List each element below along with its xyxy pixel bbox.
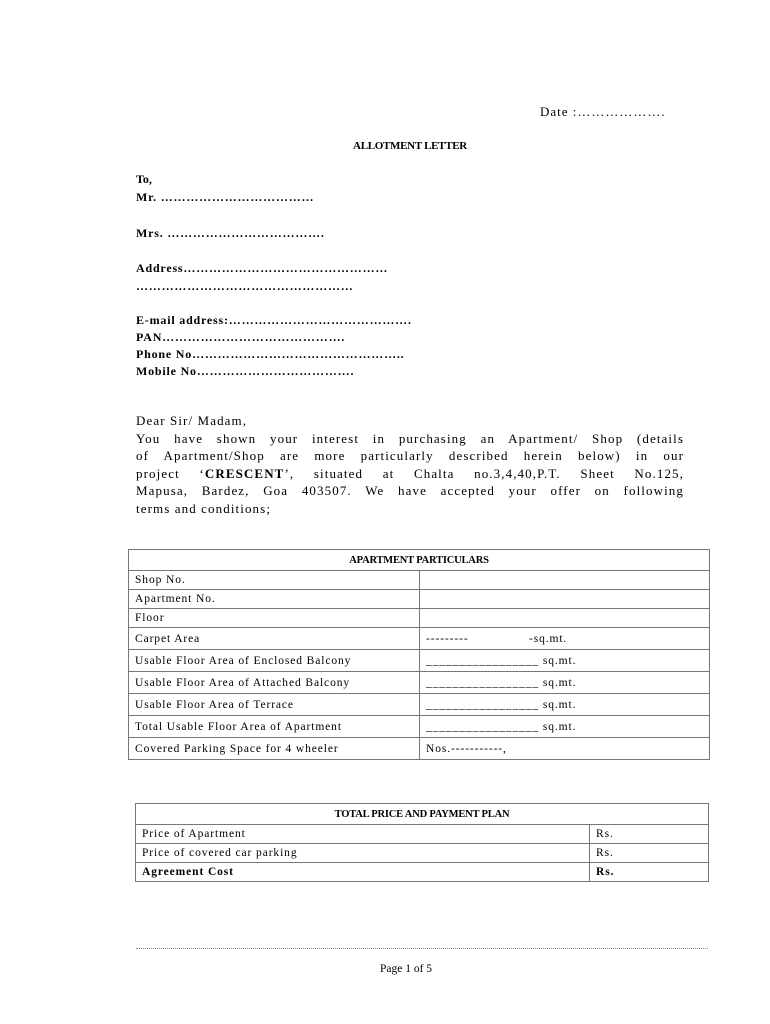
row-label: Usable Floor Area of Terrace	[129, 694, 420, 716]
body-line: Mapusa, Bardez, Goa 403507. We have accepted your offer on following	[136, 483, 684, 498]
email-field: E-mail address:…………………………………….	[136, 313, 412, 327]
table-row	[129, 716, 710, 738]
row-value: --------- -sq.mt.	[420, 628, 710, 650]
page-number: Page 1 of 5	[379, 963, 433, 975]
row-label: Apartment No.	[129, 590, 420, 609]
to-label: To,	[136, 172, 152, 186]
table-row	[129, 590, 710, 609]
row-value: _________________ sq.mt.	[420, 716, 710, 738]
salutation: Dear Sir/ Madam,	[136, 413, 248, 428]
project-name: CRESCENT	[204, 465, 285, 481]
table-row	[129, 571, 710, 590]
footer-divider	[136, 948, 708, 949]
body-line	[136, 465, 684, 483]
body-line: terms and conditions;	[136, 500, 272, 516]
row-label: Total Usable Floor Area of Apartment	[129, 716, 420, 738]
row-label: Price of Apartment	[136, 825, 590, 844]
address-field: Address…………………………………………	[136, 261, 389, 275]
mobile-field: Mobile No……………………………….	[136, 364, 355, 378]
row-value: Nos.-----------,	[420, 738, 710, 760]
row-label: Price of covered car parking	[136, 844, 590, 863]
row-value: Rs.	[590, 825, 709, 844]
letter-body	[136, 412, 684, 517]
apartment-particulars-table	[128, 549, 710, 760]
row-label: Agreement Cost	[136, 863, 590, 882]
row-label: Covered Parking Space for 4 wheeler	[129, 738, 420, 760]
project-prefix: project ‘	[136, 465, 205, 481]
table-header: APARTMENT PARTICULARS	[129, 550, 710, 571]
row-value	[420, 571, 710, 590]
row-value: Rs.	[590, 863, 709, 882]
document-title: ALLOTMENT LETTER	[353, 140, 467, 152]
table-row	[129, 650, 710, 672]
table-row	[136, 863, 709, 882]
row-value	[420, 609, 710, 628]
body-line: of Apartment/Shop are more particularly described herein below) in our	[136, 448, 684, 463]
table-row	[136, 844, 709, 863]
date-field: Date :……………….	[540, 104, 666, 119]
table-row	[129, 672, 710, 694]
body-line: You have shown your interest in purchasing an Apartment/ Shop (details	[136, 430, 684, 446]
row-value: _________________ sq.mt.	[420, 694, 710, 716]
table-row	[129, 694, 710, 716]
phone-field: Phone No…………………………………………..	[136, 347, 405, 361]
table-row	[129, 609, 710, 628]
table-header: TOTAL PRICE AND PAYMENT PLAN	[136, 804, 709, 825]
table-row	[129, 738, 710, 760]
row-label: Usable Floor Area of Enclosed Balcony	[129, 650, 420, 672]
row-label: Usable Floor Area of Attached Balcony	[129, 672, 420, 694]
row-label: Floor	[129, 609, 420, 628]
address-field-line2: ……………………………………………	[136, 279, 354, 293]
row-value: Rs.	[590, 844, 709, 863]
price-payment-table	[135, 803, 709, 882]
row-value	[420, 590, 710, 609]
project-location: ’, situated at Chalta no.3,4,40,P.T. Sheet No.125,	[284, 465, 684, 481]
row-label: Carpet Area	[129, 628, 420, 650]
table-row	[136, 825, 709, 844]
pan-field: PAN…………………………………….	[136, 330, 346, 344]
row-label: Shop No.	[129, 571, 420, 590]
row-value: _________________ sq.mt.	[420, 650, 710, 672]
mr-field: Mr. ………………………………	[136, 190, 315, 204]
mrs-field: Mrs. ……………………………….	[136, 226, 325, 240]
table-row	[129, 628, 710, 650]
row-value: _________________ sq.mt.	[420, 672, 710, 694]
